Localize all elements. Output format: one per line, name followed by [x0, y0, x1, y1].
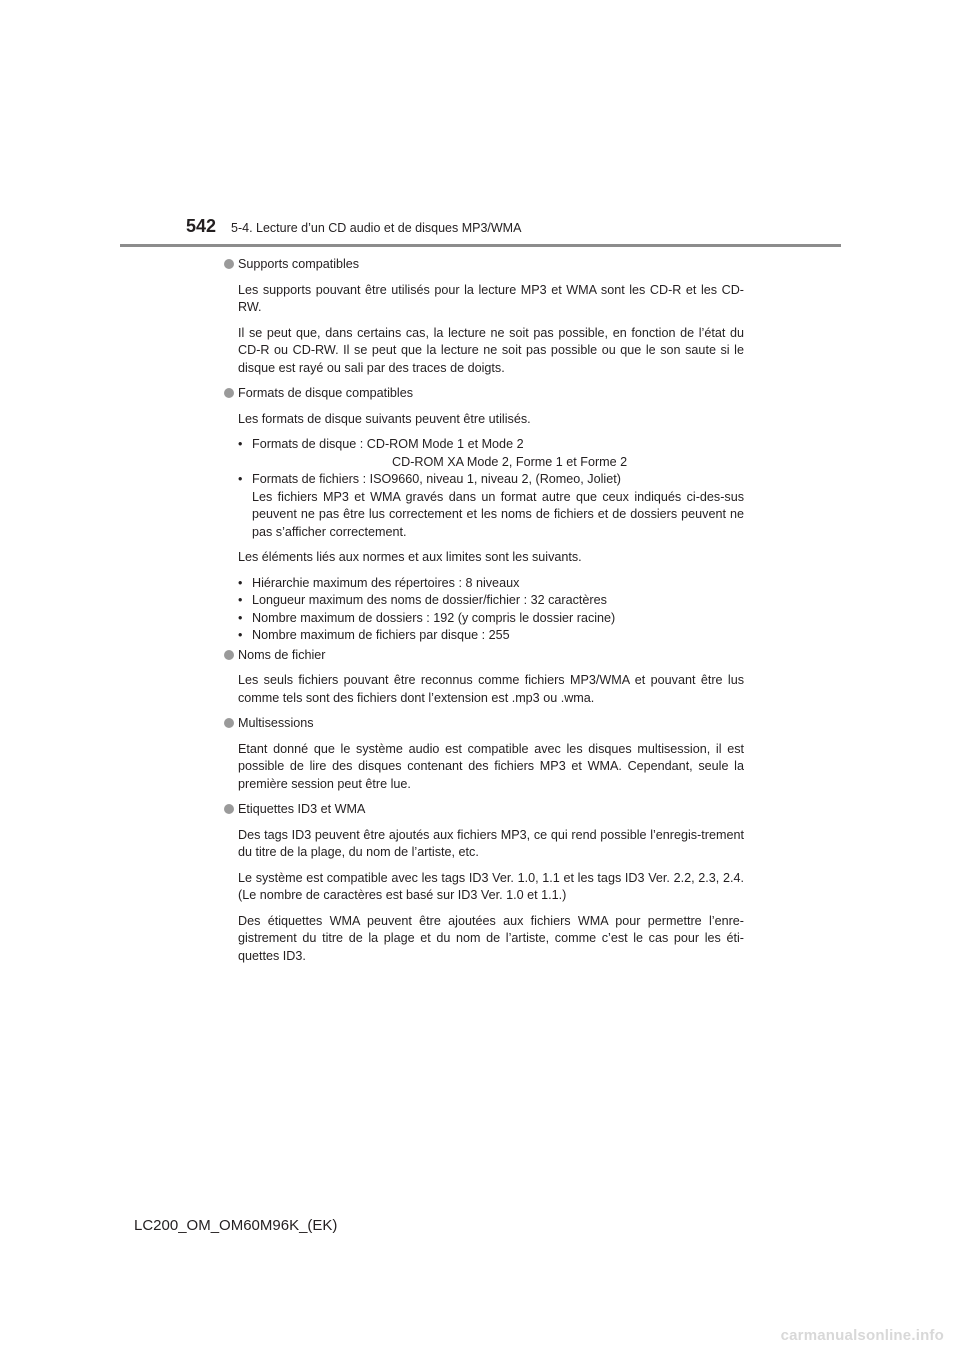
- bullet-circle-icon: [224, 718, 234, 728]
- page-number: 542: [186, 216, 217, 236]
- section-heading-formats: [224, 385, 744, 403]
- section-heading-file-names: [224, 647, 744, 665]
- heading-text: Etiquettes ID3 et WMA: [238, 802, 366, 816]
- list-item: [238, 610, 744, 628]
- list-item: [238, 592, 744, 610]
- section-heading-id3-tags: [224, 801, 744, 819]
- list-item-note: Les fichiers MP3 et WMA gravés dans un format autre que ceux indiqués ci-des-sus peuvent ne pas être lus correctement et les noms de fichiers et de dossiers peuvent ne pas s’afficher correctement.: [252, 489, 744, 539]
- bullet-circle-icon: [224, 259, 234, 269]
- bullet-circle-icon: [224, 804, 234, 814]
- paragraph: Etant donné que le système audio est compatible avec les disques multisession, il est possible de lire des disques contenant des fichiers MP3 et WMA. Cependant, seule la première session peut être lue.: [238, 741, 744, 791]
- list-item: [238, 436, 744, 471]
- list-item-text: Hiérarchie maximum des répertoires : 8 niveaux: [252, 575, 520, 590]
- list-item-text: Longueur maximum des noms de dossier/fichier : 32 caractères: [252, 593, 607, 607]
- list-marker: •: [238, 472, 243, 486]
- document-code: LC200_OM_OM60M96K_(EK): [134, 1217, 338, 1234]
- bullet-circle-icon: [224, 650, 234, 660]
- paragraph: Les formats de disque suivants peuvent être utilisés.: [238, 411, 531, 426]
- paragraph: Les éléments liés aux normes et aux limites sont les suivants.: [238, 550, 582, 564]
- list-item: [238, 627, 744, 645]
- main-content: [224, 256, 744, 973]
- paragraph: Il se peut que, dans certains cas, la lecture ne soit pas possible, en fonction de l’état du CD-R ou CD-RW. Il se peut que la lecture ne soit pas possible ou que le son saute si le disque est rayé ou sali par des traces de doigts.: [238, 325, 744, 375]
- paragraph: Les supports pouvant être utilisés pour la lecture MP3 et WMA sont les CD-R et les CD-RW.: [238, 282, 744, 314]
- paragraph: Les seuls fichiers pouvant être reconnus comme fichiers MP3/WMA et pouvant être lus comme tels sont des fichiers dont l’extension est .mp3 ou .wma.: [238, 673, 744, 705]
- format-list: [238, 436, 744, 541]
- limits-list: [238, 575, 744, 645]
- watermark: carmanualsonline.info: [780, 1327, 944, 1344]
- list-item-text: Nombre maximum de fichiers par disque : 255: [252, 628, 510, 642]
- section-heading-multisessions: [224, 715, 744, 733]
- paragraph: Des tags ID3 peuvent être ajoutés aux fichiers MP3, ce qui rend possible l’enregis-trement du titre de la plage, du nom de l’artiste, etc.: [238, 827, 744, 859]
- list-item: [238, 471, 744, 541]
- header-rule: [120, 244, 841, 247]
- list-marker: •: [238, 437, 243, 451]
- heading-text: Supports compatibles: [238, 257, 360, 271]
- paragraph: Le système est compatible avec les tags ID3 Ver. 1.0, 1.1 et les tags ID3 Ver. 2.2, 2.3, 2.4. (Le nombre de caractères est basé sur ID3 Ver. 1.0 et 1.1.): [238, 870, 744, 902]
- list-marker: •: [238, 628, 243, 642]
- heading-text: Noms de fichier: [238, 647, 326, 662]
- list-marker: •: [238, 575, 243, 590]
- list-marker: •: [238, 610, 243, 625]
- list-item-text: Formats de disque : CD-ROM Mode 1 et Mode 2: [252, 437, 524, 451]
- list-item-text: CD-ROM XA Mode 2, Forme 1 et Forme 2: [392, 454, 628, 469]
- heading-text: Formats de disque compatibles: [238, 386, 413, 400]
- list-item: [238, 575, 744, 593]
- heading-text: Multisessions: [238, 716, 314, 730]
- bullet-circle-icon: [224, 388, 234, 398]
- section-title: 5-4. Lecture d’un CD audio et de disques MP3/WMA: [231, 221, 522, 235]
- section-heading-supports: [224, 256, 744, 274]
- list-item-text: Formats de fichiers : ISO9660, niveau 1, niveau 2, (Romeo, Joliet): [252, 472, 621, 486]
- list-item-text: Nombre maximum de dossiers : 192 (y compris le dossier racine): [252, 610, 616, 625]
- paragraph: Des étiquettes WMA peuvent être ajoutées aux fichiers WMA pour permettre l’enre-gistrement du titre de la plage et du nom de l’artiste, comme c’est le cas pour les éti-quettes ID3.: [238, 913, 744, 963]
- list-marker: •: [238, 593, 243, 607]
